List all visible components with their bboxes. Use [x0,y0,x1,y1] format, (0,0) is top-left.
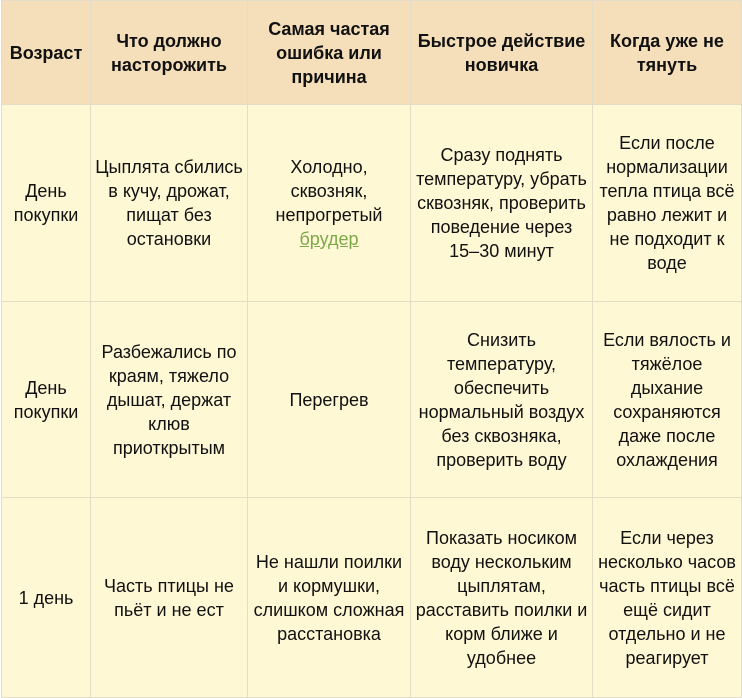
care-table [1,0,742,698]
header-action: Быстрое действие новичка [411,1,593,105]
cell-age: 1 день [2,498,91,698]
table-row [2,105,742,302]
cell-age: День покупки [2,302,91,498]
header-cause: Самая частая ошибка или причина [248,1,411,105]
header-age: Возраст [2,1,91,105]
cell-cause: Перегрев [248,302,411,498]
cell-deadline: Если через несколько часов часть птицы всё ещё сидит отдельно и не реагирует [593,498,742,698]
cell-age: День покупки [2,105,91,302]
cell-deadline: Если вялость и тяжёлое дыхание сохраняются даже после охлаждения [593,302,742,498]
header-warning: Что должно насторожить [91,1,248,105]
table-row [2,498,742,698]
cell-action: Сразу поднять температуру, убрать сквозняк, проверить поведение через 15–30 минут [411,105,593,302]
header-deadline: Когда уже не тянуть [593,1,742,105]
table-header-row [2,1,742,105]
cell-cause [248,105,411,302]
brooder-link[interactable]: брудер [299,229,359,249]
cell-action: Показать носиком воду нескольким цыплятам, расставить поилки и корм ближе и удобнее [411,498,593,698]
cell-warning: Часть птицы не пьёт и не ест [91,498,248,698]
cell-cause: Не нашли поилки и кормушки, слишком сложная расстановка [248,498,411,698]
cell-deadline: Если после нормализации тепла птица всё равно лежит и не подходит к воде [593,105,742,302]
cell-action: Снизить температуру, обеспечить нормальный воздух без сквозняка, проверить воду [411,302,593,498]
cell-warning: Цыплята сбились в кучу, дрожат, пищат без остановки [91,105,248,302]
table-row [2,302,742,498]
cause-text: Холодно, сквозняк, непрогретый [275,157,383,225]
cell-warning: Разбежались по краям, тяжело дышат, держат клюв приоткрытым [91,302,248,498]
